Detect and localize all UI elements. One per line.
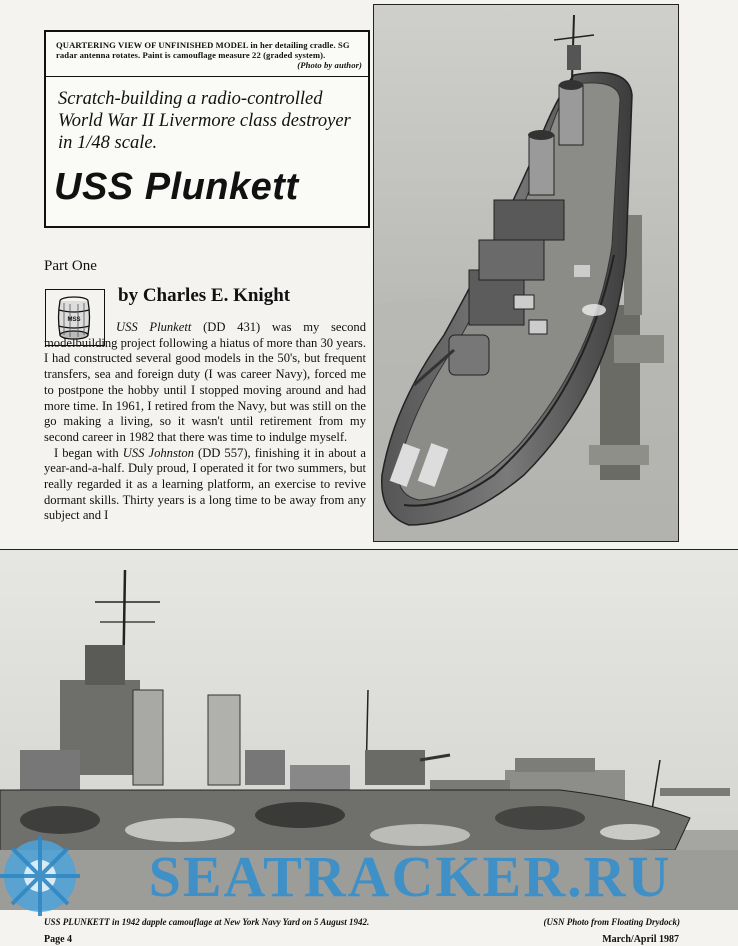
- article-subtitle: Scratch-building a radio-controlled World War II Livermore class destroyer in 1/48 scale.: [58, 89, 351, 153]
- bottom-photo-credit: (USN Photo from Floating Drydock): [543, 917, 680, 927]
- paragraph: [44, 320, 366, 446]
- model-destroyer-image: [374, 5, 679, 542]
- photo-credit: (Photo by author): [297, 60, 362, 70]
- part-label: Part One: [44, 258, 97, 274]
- page-number: Page 4: [44, 934, 73, 945]
- bottom-photo-caption: [44, 917, 680, 927]
- article-body: [44, 320, 366, 524]
- ship-name: USS Plunkett: [116, 320, 192, 334]
- article-title: USS Plunkett: [54, 166, 299, 208]
- watermark: [0, 836, 738, 916]
- svg-text:MSS: MSS: [67, 317, 81, 323]
- paragraph-text: (DD 557), finishing it in about a year-and-a-half. Duly proud, I operated it for two summers, but really regarded it as a learning platform, an exercise to revive dormant skills. Thirty years is a long time to be away from any subject and I: [44, 445, 366, 523]
- title-box: [44, 30, 370, 228]
- issue-date: March/April 1987: [602, 934, 679, 945]
- photo-caption-text: QUARTERING VIEW OF UNFINISHED MODEL in her detailing cradle. SG radar antenna rotates. Paint is camouflage measure 22 (graded system).: [56, 40, 350, 60]
- watermark-logo: [0, 836, 738, 916]
- bottom-caption-text: USS PLUNKETT in 1942 dapple camouflage at New York Navy Yard on 5 August 1942.: [44, 917, 370, 927]
- model-photo: [373, 4, 679, 542]
- byline: by Charles E. Knight: [118, 285, 291, 306]
- ship-name: USS Johnston: [122, 445, 194, 460]
- paragraph-text: I began with: [54, 445, 123, 460]
- watermark-text: SEATRACKER.RU: [148, 844, 672, 909]
- paragraph-text: (DD 431) was my second modelbuilding project following a hiatus of more than 30 years. I had constructed several good models in the 50's, but frequent transfers, sea and foreign duty (I was career Navy), forced me to postpone the hobby until I stopped moving around and had more time. In 1961, I retired from the Navy, but was still on the go making a living, so it wasn't until retirement from my second career in 1982 that there was time to indulge myself.: [44, 320, 366, 444]
- caption-divider: [46, 76, 368, 77]
- photo-caption: [56, 40, 362, 70]
- paragraph: [44, 446, 366, 525]
